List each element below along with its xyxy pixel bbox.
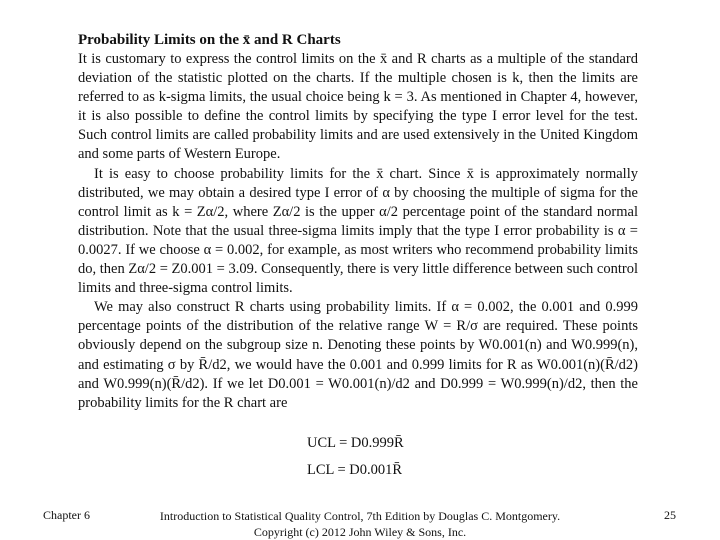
slide-title: Probability Limits on the x̄ and R Charts bbox=[78, 32, 341, 48]
footer-page-number: 25 bbox=[664, 508, 676, 522]
ucl-equation: UCL = D0.999R̄ bbox=[307, 435, 404, 451]
footer-source-line1: Introduction to Statistical Quality Control, 7th Edition by Douglas C. Montgomery. bbox=[159, 509, 561, 523]
body-text bbox=[78, 50, 638, 413]
paragraph-2: It is easy to choose probability limits for the x̄ chart. Since x̄ is approximately normally distributed, we may obtain a desired type I error of α by choosing the multiple of sigma for the control limit as k = Zα/2, where Zα/2 is the upper α/2 percentage point of the standard normal distribution. Note that the usual three-sigma limits imply that the type I error probability is α = 0.0027. If we choose α = 0.002, for example, as most writers who recommend probability limits do, then Zα/2 = Z0.001 = 3.09. Consequently, there is very little difference between such control limits and three-sigma control limits. bbox=[78, 165, 638, 297]
paragraph-1: It is customary to express the control limits on the x̄ and R charts as a multiple of the standard deviation of the statistic plotted on the charts. If the multiple chosen is k, then the limits are referred to as k-sigma limits, the usual choice being k = 3. As mentioned in Chapter 4, however, it is also possible to define the control limits by specifying the type I error level for the test. Such control limits are called probability limits and are used extensively in the United Kingdom and some parts of Western Europe. bbox=[78, 51, 638, 163]
paragraph-3: We may also construct R charts using probability limits. If α = 0.002, the 0.001 and 0.999 percentage points of the distribution of the relative range W = R/σ are required. These points obviously depend on the subgroup size n. Denoting these points by W0.001(n) and W0.999(n), and estimating σ by R̄/d2, we would have the 0.001 and 0.999 limits for R as W0.001(n)(R̄/d2) and W0.999(n)(R̄/d2). If we let D0.001 = W0.001(n)/d2 and D0.999 = W0.999(n)/d2, then the probability limits for the R chart are bbox=[78, 299, 638, 411]
footer-source-line2: Copyright (c) 2012 John Wiley & Sons, Inc. bbox=[253, 525, 467, 539]
lcl-equation: LCL = D0.001R̄ bbox=[307, 462, 403, 478]
footer-source bbox=[150, 508, 570, 540]
footer-chapter: Chapter 6 bbox=[43, 508, 90, 522]
